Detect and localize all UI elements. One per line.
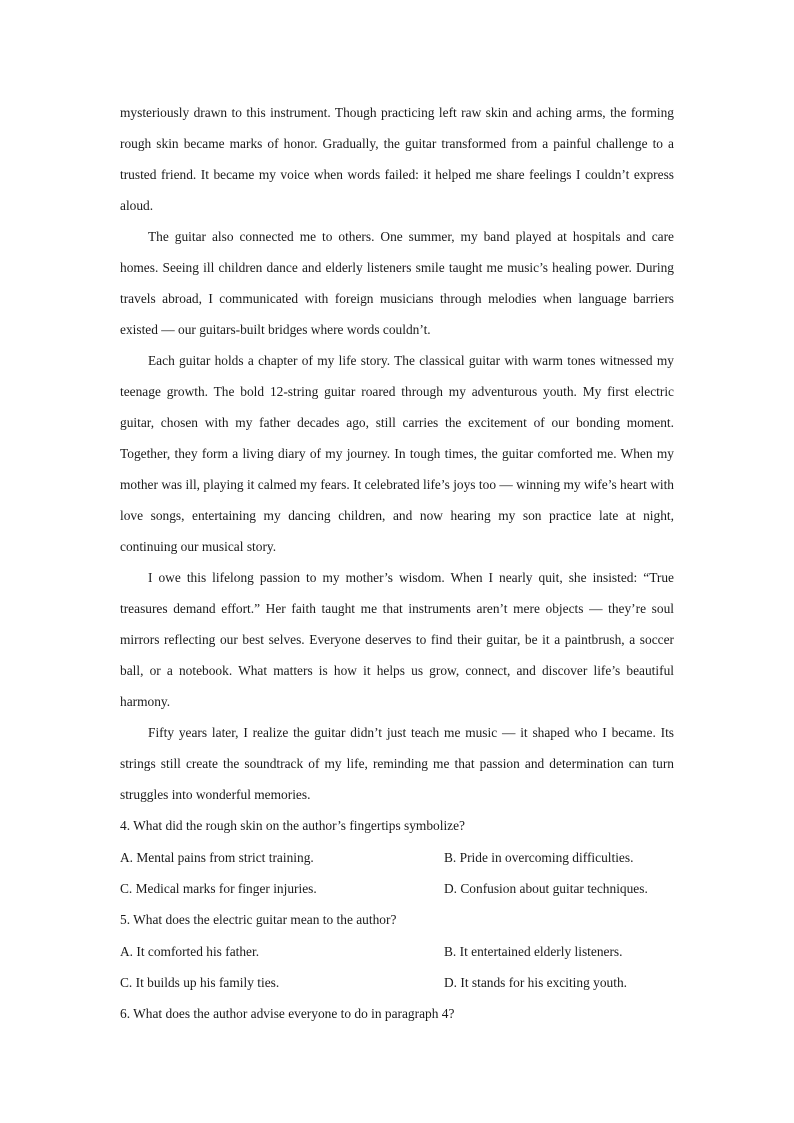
option-d[interactable]: D. Confusion about guitar techniques.: [444, 881, 648, 896]
option-b[interactable]: B. It entertained elderly listeners.: [444, 944, 623, 959]
question-stem: 4. What did the rough skin on the author’s fingertips symbolize?: [120, 818, 465, 833]
question-6: [120, 998, 674, 1029]
answer-options: [120, 936, 674, 998]
question-5: [120, 904, 674, 998]
option-a[interactable]: A. It comforted his father.: [120, 944, 260, 959]
option-d[interactable]: D. It stands for his exciting youth.: [444, 975, 627, 990]
answer-options: [120, 842, 674, 904]
reading-passage: [120, 97, 674, 810]
option-b[interactable]: B. Pride in overcoming difficulties.: [444, 850, 634, 865]
passage-paragraph-2: The guitar also connected me to others. One summer, my band played at hospitals and care homes. Seeing ill children dance and elderly listeners smile taught me music’s healing power. During travels abroad, I communicated with foreign musicians through melodies when language barriers existed — our guitars-built bridges where words couldn’t.: [120, 229, 674, 337]
option-a[interactable]: A. Mental pains from strict training.: [120, 850, 314, 865]
passage-paragraph-1: mysteriously drawn to this instrument. Though practicing left raw skin and aching arms, the forming rough skin became marks of honor. Gradually, the guitar transformed from a painful challenge to a trusted friend. It became my voice when words failed: it helped me share feelings I couldn’t express aloud.: [120, 105, 674, 213]
question-4: [120, 810, 674, 904]
exam-page: [120, 97, 674, 1029]
question-stem: 6. What does the author advise everyone to do in paragraph 4?: [120, 1006, 455, 1021]
question-stem: 5. What does the electric guitar mean to the author?: [120, 912, 397, 927]
option-c[interactable]: C. Medical marks for finger injuries.: [120, 881, 317, 896]
passage-paragraph-3: Each guitar holds a chapter of my life story. The classical guitar with warm tones witnessed my teenage growth. The bold 12-string guitar roared through my adventurous youth. My first electric guitar, chosen with my father decades ago, still carries the excitement of our bonding moment. Together, they form a living diary of my journey. In tough times, the guitar comforted me. When my mother was ill, playing it calmed my fears. It celebrated life’s joys too — winning my wife’s heart with love songs, entertaining my dancing children, and now hearing my son practice late at night, continuing our musical story.: [120, 353, 674, 554]
passage-paragraph-4: I owe this lifelong passion to my mother’s wisdom. When I nearly quit, she insisted: “True treasures demand effort.” Her faith taught me that instruments aren’t mere objects — they’re soul mirrors reflecting our best selves. Everyone deserves to find their guitar, be it a paintbrush, a soccer ball, or a notebook. What matters is how it helps us grow, connect, and discover life’s beautiful harmony.: [120, 570, 674, 709]
option-c[interactable]: C. It builds up his family ties.: [120, 975, 280, 990]
passage-paragraph-5: Fifty years later, I realize the guitar didn’t just teach me music — it shaped who I became. Its strings still create the soundtrack of my life, reminding me that passion and determination can turn struggles into wonderful memories.: [120, 725, 674, 802]
